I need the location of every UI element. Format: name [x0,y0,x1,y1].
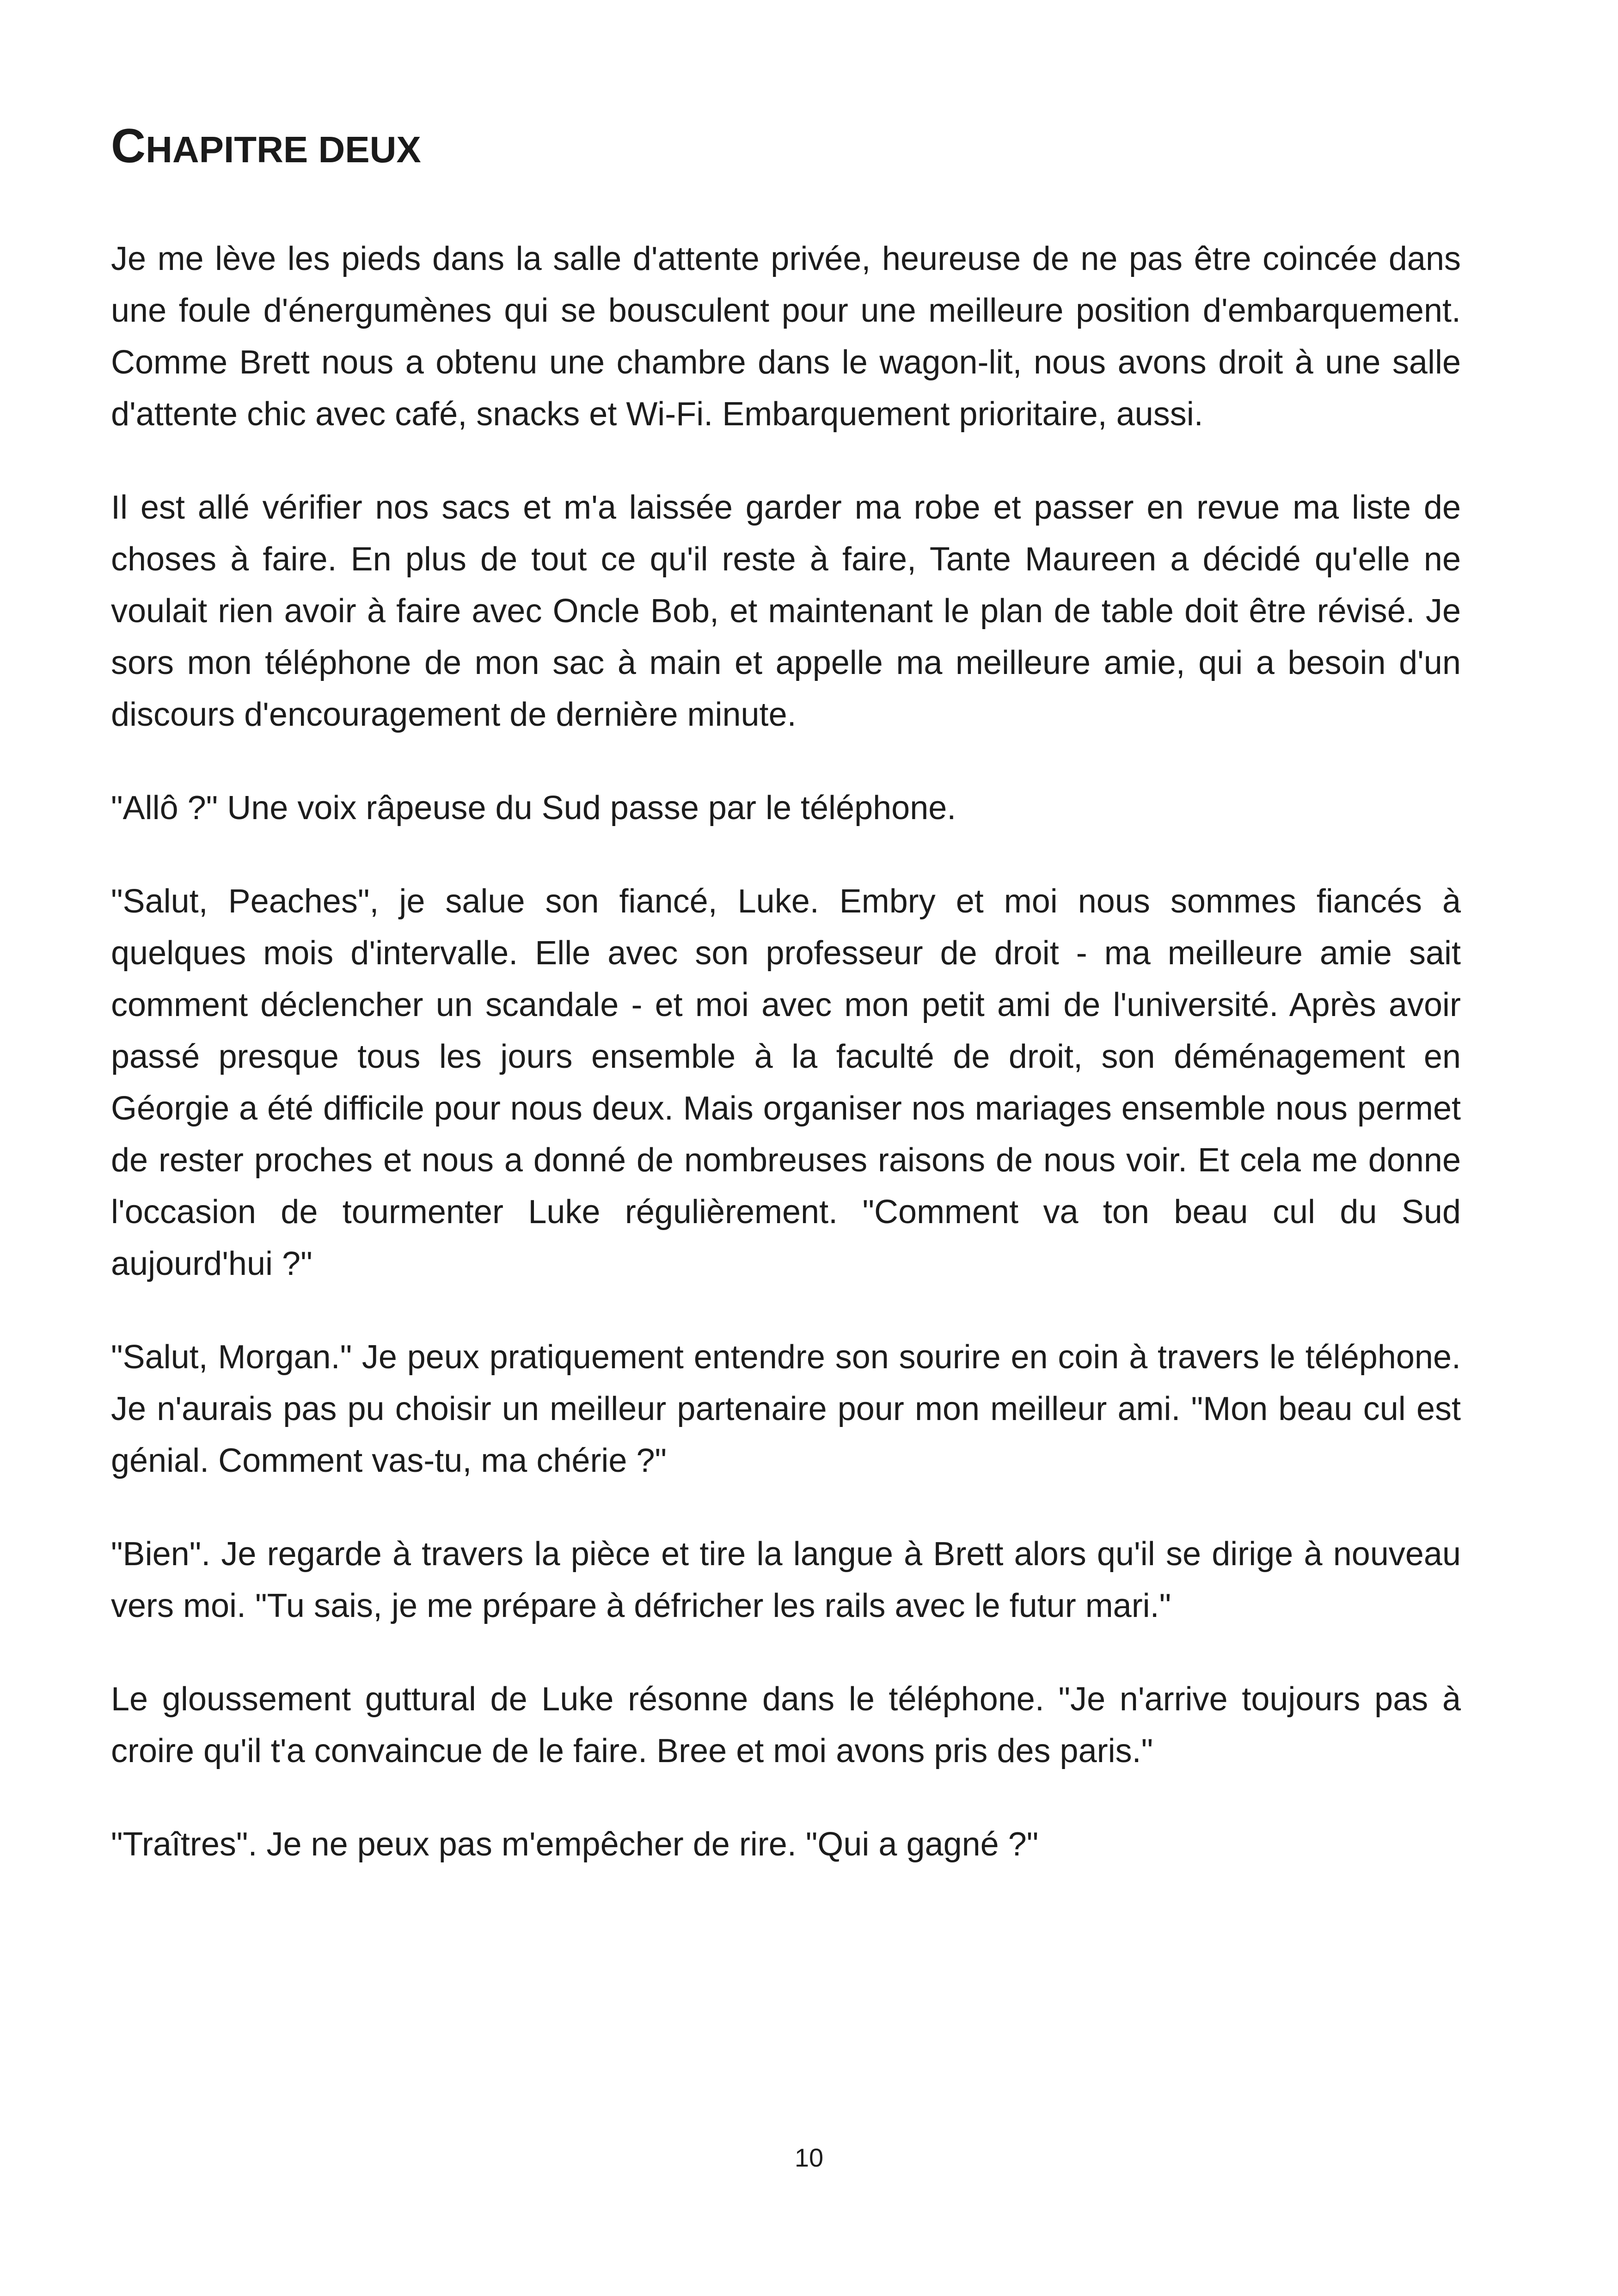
chapter-body [111,233,1461,1912]
paragraph: Je me lève les pieds dans la salle d'attente privée, heureuse de ne pas être coincée dans une foule d'énergumènes qui se bousculent pour une meilleure position d'embarquement. Comme Brett nous a obtenu une chambre dans le wagon-lit, nous avons droit à une salle d'attente chic avec café, snacks et Wi-Fi. Embarquement prioritaire, aussi. [111,240,1461,433]
paragraph: Il est allé vérifier nos sacs et m'a laissée garder ma robe et passer en revue ma liste de choses à faire. En plus de tout ce qu'il reste à faire, Tante Maureen a décidé qu'elle ne voulait rien avoir à faire avec Oncle Bob, et maintenant le plan de table doit être révisé. Je sors mon téléphone de mon sac à main et appelle ma meilleure amie, qui a besoin d'un discours d'encouragement de dernière minute. [111,489,1461,733]
chapter-title-rest: HAPITRE DEUX [146,129,421,170]
page-number: 10 [794,2143,824,2172]
paragraph: "Allô ?" Une voix râpeuse du Sud passe par le téléphone. [111,790,956,827]
paragraph: "Salut, Peaches", je salue son fiancé, Luke. Embry et moi nous sommes fiancés à quelques mois d'intervalle. Elle avec son professeur de droit - ma meilleure amie sait comment déclencher un scandale - et moi avec mon petit ami de l'université. Après avoir passé presque tous les jours ensemble à la faculté de droit, son déménagement en Géorgie a été difficile pour nous deux. Mais organiser nos mariages ensemble nous permet de rester proches et nous a donné de nombreuses raisons de nous voir. Et cela me donne l'occasion de tourmenter Luke régulièrement. "Comment va ton beau cul du Sud aujourd'hui ?" [111,883,1461,1282]
paragraph: "Traîtres". Je ne peux pas m'empêcher de rire. "Qui a gagné ?" [111,1826,1039,1863]
chapter-title [111,118,1498,178]
paragraph: Le gloussement guttural de Luke résonne dans le téléphone. "Je n'arrive toujours pas à croire qu'il t'a convaincue de le faire. Bree et moi avons pris des paris." [111,1681,1461,1769]
chapter-title-initial: C [111,119,146,173]
paragraph: "Bien". Je regarde à travers la pièce et tire la langue à Brett alors qu'il se dirige à nouveau vers moi. "Tu sais, je me prépare à défricher les rails avec le futur mari." [111,1536,1461,1624]
paragraph: "Salut, Morgan." Je peux pratiquement entendre son sourire en coin à travers le téléphone. Je n'aurais pas pu choisir un meilleur partenaire pour mon meilleur ami. "Mon beau cul est génial. Comment vas-tu, ma chérie ?" [111,1339,1461,1479]
